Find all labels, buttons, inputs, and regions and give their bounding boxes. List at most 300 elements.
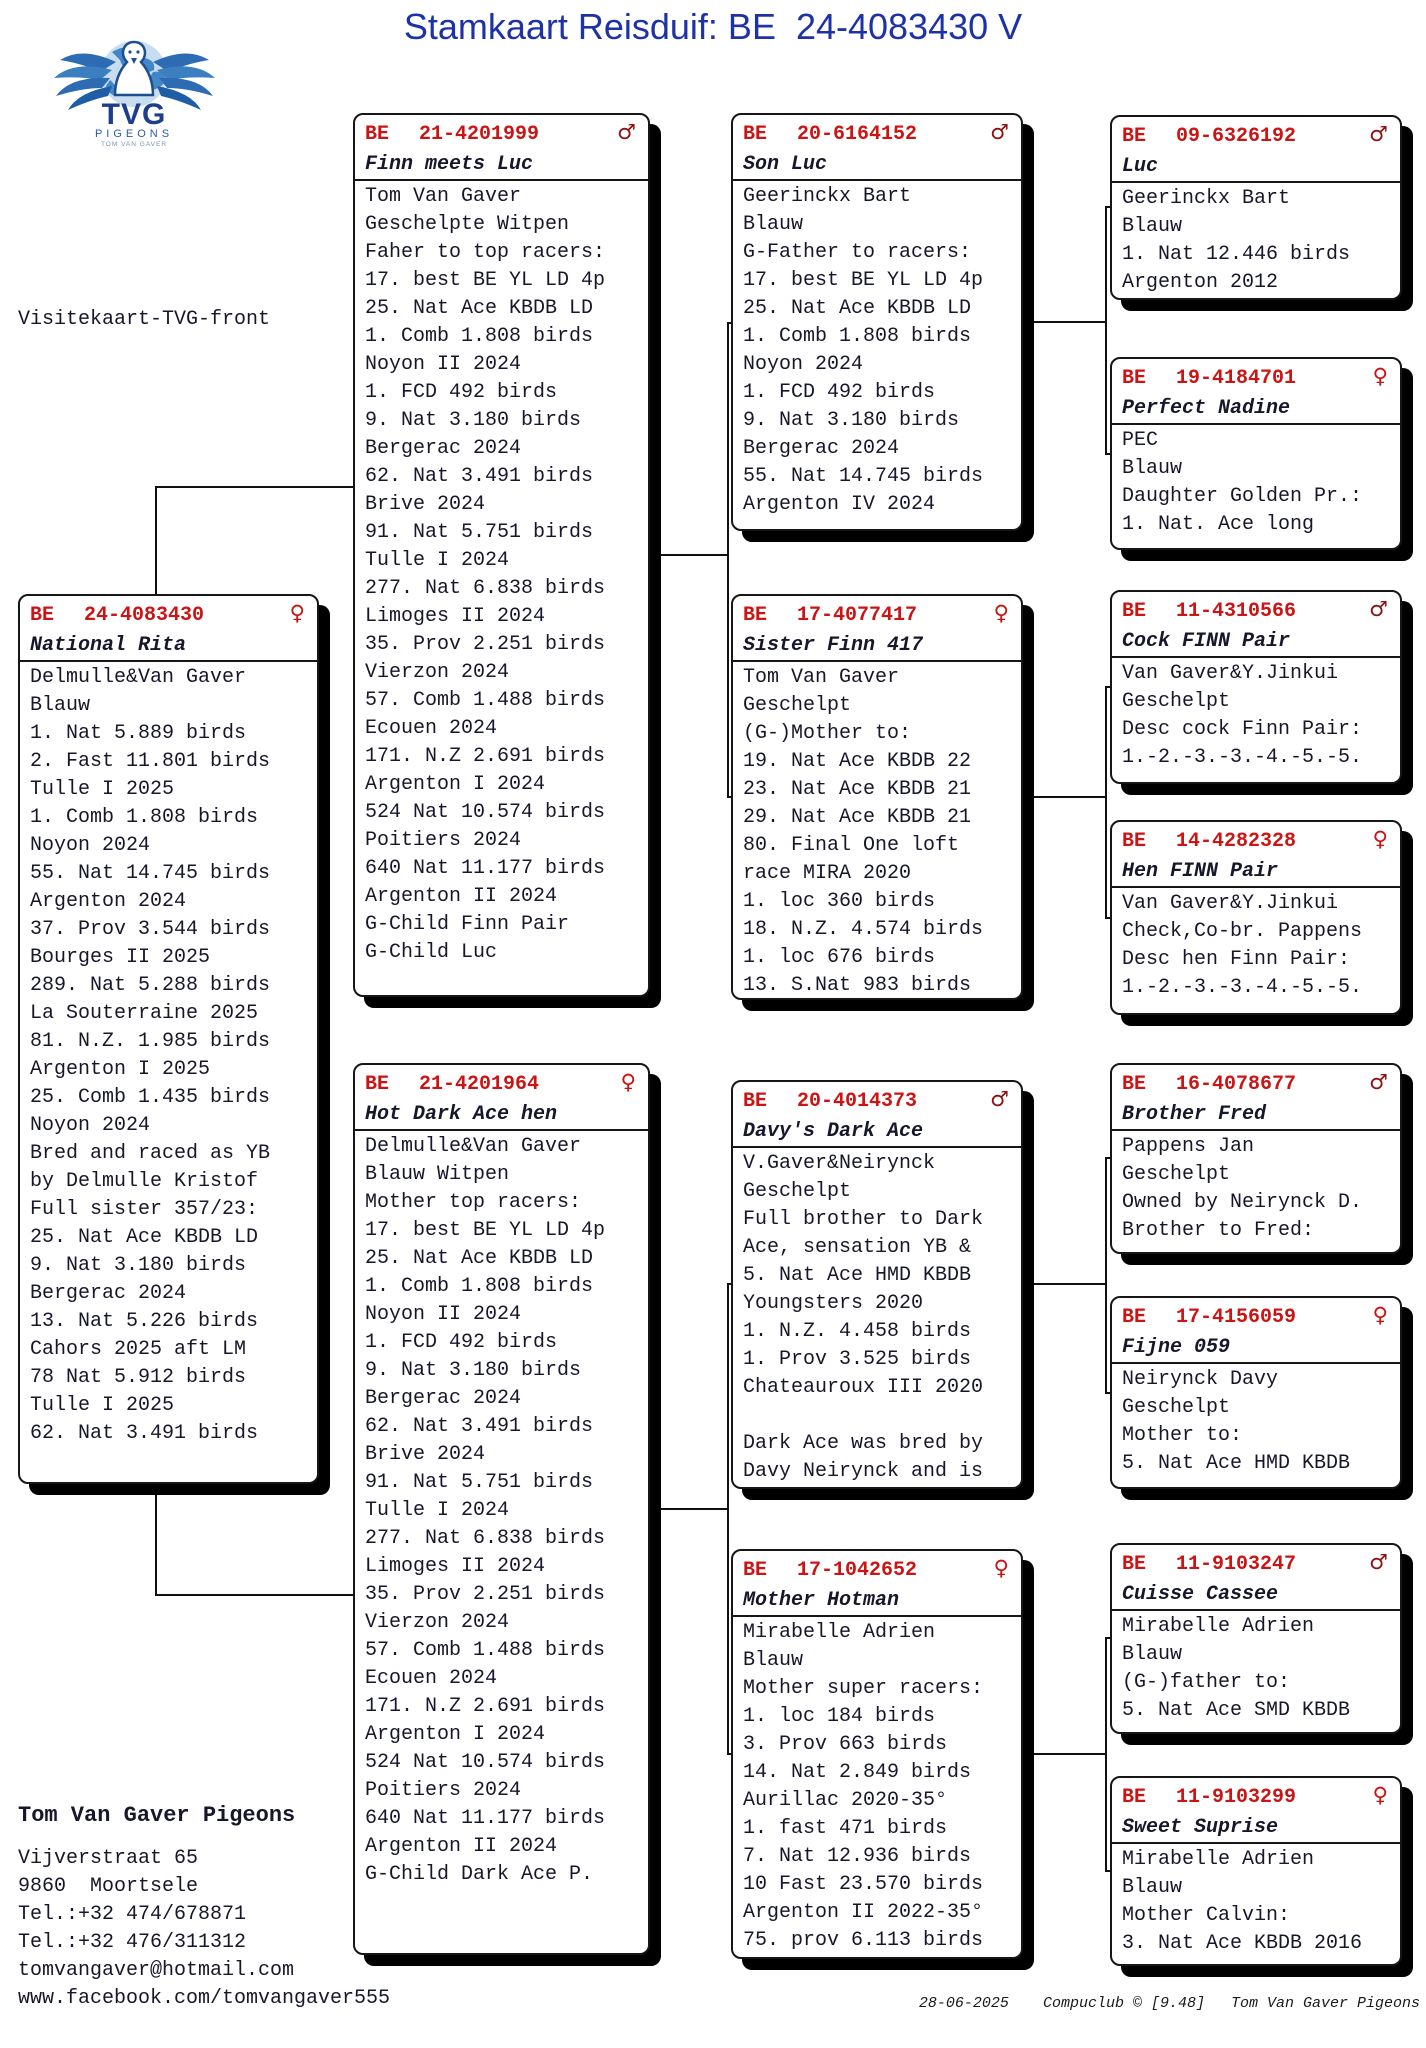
detail-line: 25. Comb 1.435 birds [30, 1086, 271, 1109]
detail-line [743, 1402, 1013, 1430]
detail-line: 1. Comb 1.808 birds [365, 1275, 594, 1298]
detail-line: 80. Final One loft [743, 834, 960, 857]
connector-line [1021, 1753, 1105, 1755]
detail-line: 7. Nat 12.936 birds [743, 1845, 972, 1868]
ring-country: BE [1122, 125, 1147, 148]
pigeon-name: Davy's Dark Ace [733, 1117, 1021, 1148]
pigeon-name: Hen FINN Pair [1112, 857, 1400, 888]
detail-line: 5. Nat Ace SMD KBDB [1122, 1699, 1351, 1722]
female-symbol-icon: ♀ [1372, 1303, 1388, 1327]
detail-line: Bergerac 2024 [30, 1282, 187, 1305]
pigeon-name: Mother Hotman [733, 1586, 1021, 1617]
detail-line: Pappens Jan [1122, 1135, 1255, 1158]
ring-country: BE [743, 123, 768, 146]
tvg-pigeons-logo [52, 34, 217, 157]
detail-line: 57. Comb 1.488 birds [365, 689, 606, 712]
detail-line: Aurillac 2020-35° [743, 1789, 948, 1812]
pigeon-details [355, 1131, 648, 1889]
ring-country: BE [1122, 367, 1147, 390]
detail-line: Argenton 2024 [30, 890, 187, 913]
detail-line: 25. Nat Ace KBDB LD [30, 1226, 259, 1249]
ring-header [1112, 592, 1400, 627]
connector-line [727, 1283, 729, 1755]
contact-phone-2: Tel.:+32 476/311312 [18, 1931, 247, 1954]
detail-line: 25. Nat Ace KBDB LD [365, 297, 594, 320]
detail-line: 5. Nat Ace HMD KBDB [743, 1264, 972, 1287]
female-symbol-icon: ♀ [1372, 364, 1388, 388]
detail-line: 9. Nat 3.180 birds [365, 409, 582, 432]
ring-header [733, 115, 1021, 150]
ring-country: BE [743, 604, 768, 627]
detail-line: 9. Nat 3.180 birds [30, 1254, 247, 1277]
detail-line: Vierzon 2024 [365, 1611, 510, 1634]
ring-country: BE [365, 123, 390, 146]
detail-line: Mother super racers: [743, 1677, 984, 1700]
detail-line: 35. Prov 2.251 birds [365, 633, 606, 656]
pedigree-box-subject [18, 594, 319, 1484]
connector-line [1021, 1283, 1105, 1285]
detail-line: Geschelpt [1122, 1163, 1231, 1186]
detail-line: Tom Van Gaver [743, 666, 900, 689]
detail-line: Blauw Witpen [365, 1163, 510, 1186]
pigeon-name: National Rita [20, 631, 317, 662]
detail-line: 277. Nat 6.838 birds [365, 577, 606, 600]
ring-header [20, 596, 317, 631]
detail-line: Tulle I 2025 [30, 1394, 175, 1417]
card-side-label: Visitekaart-TVG-front [18, 308, 271, 331]
male-symbol-icon: ♂ [1369, 1070, 1388, 1094]
card-footer [919, 1995, 1420, 2012]
detail-line: Blauw [743, 213, 804, 236]
female-symbol-icon: ♀ [289, 601, 305, 625]
detail-line: (G-)father to: [1122, 1671, 1291, 1694]
detail-line: Desc cock Finn Pair: [1122, 718, 1363, 741]
detail-line: 171. N.Z 2.691 birds [365, 1695, 606, 1718]
contact-facebook: www.facebook.com/tomvangaver555 [18, 1987, 391, 2010]
connector-line [1021, 796, 1105, 798]
detail-line: Geerinckx Bart [1122, 187, 1291, 210]
male-symbol-icon: ♂ [617, 120, 636, 144]
ring-header [355, 1065, 648, 1100]
detail-line: 1. Comb 1.808 birds [743, 325, 972, 348]
detail-line: Mother Calvin: [1122, 1904, 1291, 1927]
pigeon-name: Sweet Suprise [1112, 1813, 1400, 1844]
detail-line: Vierzon 2024 [365, 661, 510, 684]
ring-country: BE [1122, 1073, 1147, 1096]
detail-line: 57. Comb 1.488 birds [365, 1639, 606, 1662]
pedigree-box-ggs3 [1110, 1063, 1402, 1254]
ring-header [355, 115, 648, 150]
detail-line: Geschelpt [743, 1180, 852, 1203]
pigeon-details [1112, 1844, 1400, 1958]
detail-line: 289. Nat 5.288 birds [30, 974, 271, 997]
pigeon-details [1112, 888, 1400, 1002]
detail-line: Cahors 2025 aft LM [30, 1338, 247, 1361]
contact-email: tomvangaver@hotmail.com [18, 1959, 295, 1982]
detail-line: 1. Comb 1.808 birds [30, 806, 259, 829]
detail-line: Bergerac 2024 [743, 437, 900, 460]
female-symbol-icon: ♀ [620, 1070, 636, 1094]
detail-line: Mirabelle Adrien [743, 1621, 936, 1644]
ring-country: BE [1122, 1553, 1147, 1576]
detail-line: 640 Nat 11.177 birds [365, 1807, 606, 1830]
detail-line: 17. best BE YL LD 4p [365, 1219, 606, 1242]
detail-line: Faher to top racers: [365, 241, 606, 264]
detail-line: 13. S.Nat 983 birds [743, 974, 972, 997]
detail-line: 25. Nat Ace KBDB LD [743, 297, 972, 320]
pigeon-details [733, 662, 1021, 1000]
male-symbol-icon: ♂ [990, 1087, 1009, 1111]
detail-line: Poitiers 2024 [365, 1779, 522, 1802]
detail-line: PEC [1122, 429, 1159, 452]
ring-country: BE [1122, 1306, 1147, 1329]
pigeon-name: Fijne 059 [1112, 1333, 1400, 1364]
ring-country: BE [365, 1073, 390, 1096]
ring-country: BE [1122, 1786, 1147, 1809]
detail-line: Geschelpte Witpen [365, 213, 570, 236]
connector-line [648, 554, 727, 556]
detail-line: Delmulle&Van Gaver [30, 666, 247, 689]
detail-line: 17. best BE YL LD 4p [743, 269, 984, 292]
detail-line: Argenton I 2024 [365, 773, 546, 796]
detail-line: Argenton I 2025 [30, 1058, 211, 1081]
detail-line: 75. prov 6.113 birds [743, 1929, 984, 1952]
detail-line: 1. loc 184 birds [743, 1705, 936, 1728]
ring-number: 20-4014373 [797, 1090, 918, 1113]
ring-number: 09-6326192 [1176, 125, 1297, 148]
detail-line: La Souterraine 2025 [30, 1002, 259, 1025]
pigeon-details [1112, 183, 1400, 297]
footer-owner: Tom Van Gaver Pigeons [1230, 1995, 1420, 2012]
detail-line: V.Gaver&Neirynck [743, 1152, 936, 1175]
detail-line: 17. best BE YL LD 4p [365, 269, 606, 292]
detail-line: 62. Nat 3.491 birds [365, 1415, 594, 1438]
detail-line: Blauw [743, 1649, 804, 1672]
pedigree-box-ggd3 [1110, 1296, 1402, 1489]
detail-line: Tulle I 2024 [365, 1499, 510, 1522]
connector-line [1105, 206, 1107, 455]
detail-line: Neirynck Davy [1122, 1368, 1279, 1391]
detail-line: Limoges II 2024 [365, 605, 546, 628]
detail-line: Noyon 2024 [743, 353, 864, 376]
pedigree-box-gs1 [731, 113, 1023, 531]
detail-line: Ecouen 2024 [365, 717, 498, 740]
pedigree-box-ggs4 [1110, 1543, 1402, 1734]
detail-line: Bergerac 2024 [365, 437, 522, 460]
pedigree-box-ggs1 [1110, 115, 1402, 300]
detail-line: Desc hen Finn Pair: [1122, 948, 1351, 971]
detail-line: 91. Nat 5.751 birds [365, 1471, 594, 1494]
female-symbol-icon: ♀ [993, 1556, 1009, 1580]
ring-number: 21-4201964 [419, 1073, 540, 1096]
detail-line: Tom Van Gaver [365, 185, 522, 208]
connector-line [727, 322, 729, 798]
pigeon-details [733, 181, 1021, 519]
detail-line: 1. Comb 1.808 birds [365, 325, 594, 348]
pigeon-details [1112, 1364, 1400, 1478]
detail-line: Blauw [30, 694, 91, 717]
detail-line: 1. Nat. Ace long [1122, 513, 1315, 536]
detail-line: Argenton IV 2024 [743, 493, 936, 516]
detail-line: 1. N.Z. 4.458 birds [743, 1320, 972, 1343]
detail-line: Poitiers 2024 [365, 829, 522, 852]
pigeon-name: Cock FINN Pair [1112, 627, 1400, 658]
detail-line: Tulle I 2025 [30, 778, 175, 801]
detail-line: Owned by Neirynck D. [1122, 1191, 1363, 1214]
detail-line: 1. FCD 492 birds [365, 1331, 558, 1354]
detail-line: 37. Prov 3.544 birds [30, 918, 271, 941]
male-symbol-icon: ♂ [1369, 597, 1388, 621]
detail-line: 524 Nat 10.574 birds [365, 1751, 606, 1774]
pigeon-details [1112, 1131, 1400, 1245]
ring-header [733, 596, 1021, 631]
pedigree-box-gd2 [731, 1549, 1023, 1959]
logo-brand-text: TVG [101, 98, 167, 131]
detail-line: Van Gaver&Y.Jinkui [1122, 662, 1339, 685]
detail-line: 1. Nat 12.446 birds [1122, 243, 1351, 266]
pigeon-details [20, 662, 317, 1448]
detail-line: 29. Nat Ace KBDB 21 [743, 806, 972, 829]
detail-line: Blauw [1122, 1876, 1183, 1899]
pedigree-box-ggd4 [1110, 1776, 1402, 1966]
detail-line: 13. Nat 5.226 birds [30, 1310, 259, 1333]
footer-date: 28-06-2025 [918, 1995, 1009, 2012]
detail-line: Ecouen 2024 [365, 1667, 498, 1690]
detail-line: 78 Nat 5.912 birds [30, 1366, 247, 1389]
detail-line: Noyon 2024 [30, 834, 151, 857]
detail-line: 277. Nat 6.838 birds [365, 1527, 606, 1550]
pedigree-box-dam [353, 1063, 650, 1955]
pedigree-box-ggs2 [1110, 590, 1402, 784]
ring-country: BE [30, 604, 55, 627]
detail-line: Argenton I 2024 [365, 1723, 546, 1746]
detail-line: Bred and raced as YB [30, 1142, 271, 1165]
detail-line: Brive 2024 [365, 1443, 486, 1466]
detail-line: 62. Nat 3.491 birds [365, 465, 594, 488]
detail-line: Delmulle&Van Gaver [365, 1135, 582, 1158]
pedigree-box-gs2 [731, 1080, 1023, 1489]
connector-line [1105, 686, 1107, 919]
pigeon-name: Luc [1112, 152, 1400, 183]
detail-line: 3. Nat Ace KBDB 2016 [1122, 1932, 1363, 1955]
detail-line: 18. N.Z. 4.574 birds [743, 918, 984, 941]
detail-line: Blauw [1122, 215, 1183, 238]
detail-line: Check,Co-br. Pappens [1122, 920, 1363, 943]
ring-number: 11-9103299 [1176, 1786, 1297, 1809]
detail-line: race MIRA 2020 [743, 862, 912, 885]
pedigree-box-ggd2 [1110, 820, 1402, 1015]
detail-line: 35. Prov 2.251 birds [365, 1583, 606, 1606]
female-symbol-icon: ♀ [1372, 1783, 1388, 1807]
pedigree-box-gd1 [731, 594, 1023, 1000]
pigeon-name: Cuisse Cassee [1112, 1580, 1400, 1611]
pigeon-name: Sister Finn 417 [733, 631, 1021, 662]
logo-tagline-text: TOM VAN GAVER [100, 141, 168, 148]
detail-line: Davy Neirynck and is [743, 1460, 984, 1483]
detail-line: 1. FCD 492 birds [743, 381, 936, 404]
ring-header [1112, 1778, 1400, 1813]
detail-line: 1. loc 360 birds [743, 890, 936, 913]
detail-line: G-Child Finn Pair [365, 913, 570, 936]
ring-number: 21-4201999 [419, 123, 540, 146]
connector-line [155, 1482, 157, 1596]
pigeon-details [1112, 425, 1400, 539]
detail-line: Bergerac 2024 [365, 1387, 522, 1410]
detail-line: Geschelpt [743, 694, 852, 717]
female-symbol-icon: ♀ [1372, 827, 1388, 851]
detail-line: Noyon 2024 [30, 1114, 151, 1137]
detail-line: Argenton II 2024 [365, 885, 558, 908]
connector-line [648, 1508, 727, 1510]
detail-line: Full sister 357/23: [30, 1198, 259, 1221]
pigeon-details [733, 1148, 1021, 1486]
ring-number: 17-1042652 [797, 1559, 918, 1582]
detail-line: Bourges II 2025 [30, 946, 211, 969]
ring-number: 19-4184701 [1176, 367, 1297, 390]
detail-line: Youngsters 2020 [743, 1292, 924, 1315]
pigeon-name: Brother Fred [1112, 1100, 1400, 1131]
detail-line: Chateauroux III 2020 [743, 1376, 984, 1399]
detail-line: Mirabelle Adrien [1122, 1848, 1315, 1871]
pigeon-details [1112, 1611, 1400, 1725]
detail-line: 14. Nat 2.849 birds [743, 1761, 972, 1784]
ring-number: 14-4282328 [1176, 830, 1297, 853]
detail-line: 640 Nat 11.177 birds [365, 857, 606, 880]
detail-line: Argenton II 2024 [365, 1835, 558, 1858]
detail-line: Ace, sensation YB & [743, 1236, 972, 1259]
ring-header [1112, 359, 1400, 394]
detail-line: Mother to: [1122, 1424, 1243, 1447]
ring-number: 24-4083430 [84, 604, 205, 627]
detail-line: 171. N.Z 2.691 birds [365, 745, 606, 768]
connector-line [1105, 1637, 1107, 1872]
pigeon-details [355, 181, 648, 967]
ring-number: 17-4156059 [1176, 1306, 1297, 1329]
connector-line [155, 486, 157, 596]
ring-header [1112, 117, 1400, 152]
detail-line: Noyon II 2024 [365, 353, 522, 376]
ring-header [1112, 1298, 1400, 1333]
ring-number: 11-9103247 [1176, 1553, 1297, 1576]
detail-line: 3. Prov 663 birds [743, 1733, 948, 1756]
ring-country: BE [1122, 830, 1147, 853]
detail-line: 1.-2.-3.-3.-4.-5.-5. [1122, 976, 1363, 999]
male-symbol-icon: ♂ [1369, 1550, 1388, 1574]
detail-line: 10 Fast 23.570 birds [743, 1873, 984, 1896]
ring-number: 16-4078677 [1176, 1073, 1297, 1096]
detail-line: G-Child Dark Ace P. [365, 1863, 594, 1886]
male-symbol-icon: ♂ [990, 120, 1009, 144]
connector-line [1105, 1157, 1107, 1394]
detail-line: Dark Ace was bred by [743, 1432, 984, 1455]
pigeon-globe-wings-icon [52, 34, 217, 152]
detail-line: G-Father to racers: [743, 241, 972, 264]
detail-line: 1. Prov 3.525 birds [743, 1348, 972, 1371]
connector-line [155, 1594, 355, 1596]
detail-line: Van Gaver&Y.Jinkui [1122, 892, 1339, 915]
contact-address-street: Vijverstraat 65 [18, 1847, 199, 1870]
detail-line: Full brother to Dark [743, 1208, 984, 1231]
pigeon-details [733, 1617, 1021, 1955]
detail-line: 25. Nat Ace KBDB LD [365, 1247, 594, 1270]
detail-line: Blauw [1122, 457, 1183, 480]
detail-line: Brother to Fred: [1122, 1219, 1315, 1242]
footer-program: Compuclub © [9.48] [1042, 1995, 1205, 2012]
ring-number: 17-4077417 [797, 604, 918, 627]
contact-phone-1: Tel.:+32 474/678871 [18, 1903, 247, 1926]
detail-line: 2. Fast 11.801 birds [30, 750, 271, 773]
ring-header [733, 1082, 1021, 1117]
detail-line: (G-)Mother to: [743, 722, 912, 745]
detail-line: Argenton 2012 [1122, 271, 1279, 294]
detail-line: 1. Nat 5.889 birds [30, 722, 247, 745]
connector-line [1021, 321, 1105, 323]
detail-line: 55. Nat 14.745 birds [30, 862, 271, 885]
ring-number: 20-6164152 [797, 123, 918, 146]
detail-line: 1. loc 676 birds [743, 946, 936, 969]
detail-line: 81. N.Z. 1.985 birds [30, 1030, 271, 1053]
ring-header [1112, 1545, 1400, 1580]
detail-line: Argenton II 2022-35° [743, 1901, 984, 1924]
detail-line: Geschelpt [1122, 1396, 1231, 1419]
ring-header [1112, 822, 1400, 857]
detail-line: Limoges II 2024 [365, 1555, 546, 1578]
pedigree-box-sire [353, 113, 650, 997]
contact-address-city: 9860 Moortsele [18, 1875, 199, 1898]
detail-line: Brive 2024 [365, 493, 486, 516]
ring-number: 11-4310566 [1176, 600, 1297, 623]
connector-line [155, 486, 355, 488]
detail-line: Geerinckx Bart [743, 185, 912, 208]
detail-line: 5. Nat Ace HMD KBDB [1122, 1452, 1351, 1475]
pigeon-name: Perfect Nadine [1112, 394, 1400, 425]
detail-line: by Delmulle Kristof [30, 1170, 259, 1193]
ring-country: BE [743, 1559, 768, 1582]
detail-line: 55. Nat 14.745 birds [743, 465, 984, 488]
detail-line: Blauw [1122, 1643, 1183, 1666]
detail-line: 1.-2.-3.-3.-4.-5.-5. [1122, 746, 1363, 769]
detail-line: 9. Nat 3.180 birds [365, 1359, 582, 1382]
detail-line: Mirabelle Adrien [1122, 1615, 1315, 1638]
detail-line: 23. Nat Ace KBDB 21 [743, 778, 972, 801]
pigeon-details [1112, 658, 1400, 772]
ring-country: BE [1122, 600, 1147, 623]
loft-name: Tom Van Gaver Pigeons [18, 1803, 296, 1828]
ring-country: BE [743, 1090, 768, 1113]
detail-line: G-Child Luc [365, 941, 498, 964]
detail-line: Noyon II 2024 [365, 1303, 522, 1326]
detail-line: Mother top racers: [365, 1191, 582, 1214]
detail-line: Daughter Golden Pr.: [1122, 485, 1363, 508]
detail-line: 91. Nat 5.751 birds [365, 521, 594, 544]
ring-header [1112, 1065, 1400, 1100]
pigeon-name: Hot Dark Ace hen [355, 1100, 648, 1131]
detail-line: 1. fast 471 birds [743, 1817, 948, 1840]
detail-line: Tulle I 2024 [365, 549, 510, 572]
detail-line: 19. Nat Ace KBDB 22 [743, 750, 972, 773]
pigeon-name: Son Luc [733, 150, 1021, 181]
detail-line: 524 Nat 10.574 birds [365, 801, 606, 824]
contact-block [18, 1803, 390, 2013]
logo-sub-text: PIGEONS [94, 128, 174, 140]
female-symbol-icon: ♀ [993, 601, 1009, 625]
detail-line: 9. Nat 3.180 birds [743, 409, 960, 432]
detail-line: 1. FCD 492 birds [365, 381, 558, 404]
pedigree-box-ggd1 [1110, 357, 1402, 550]
pigeon-name: Finn meets Luc [355, 150, 648, 181]
male-symbol-icon: ♂ [1369, 122, 1388, 146]
detail-line: 62. Nat 3.491 birds [30, 1422, 259, 1445]
